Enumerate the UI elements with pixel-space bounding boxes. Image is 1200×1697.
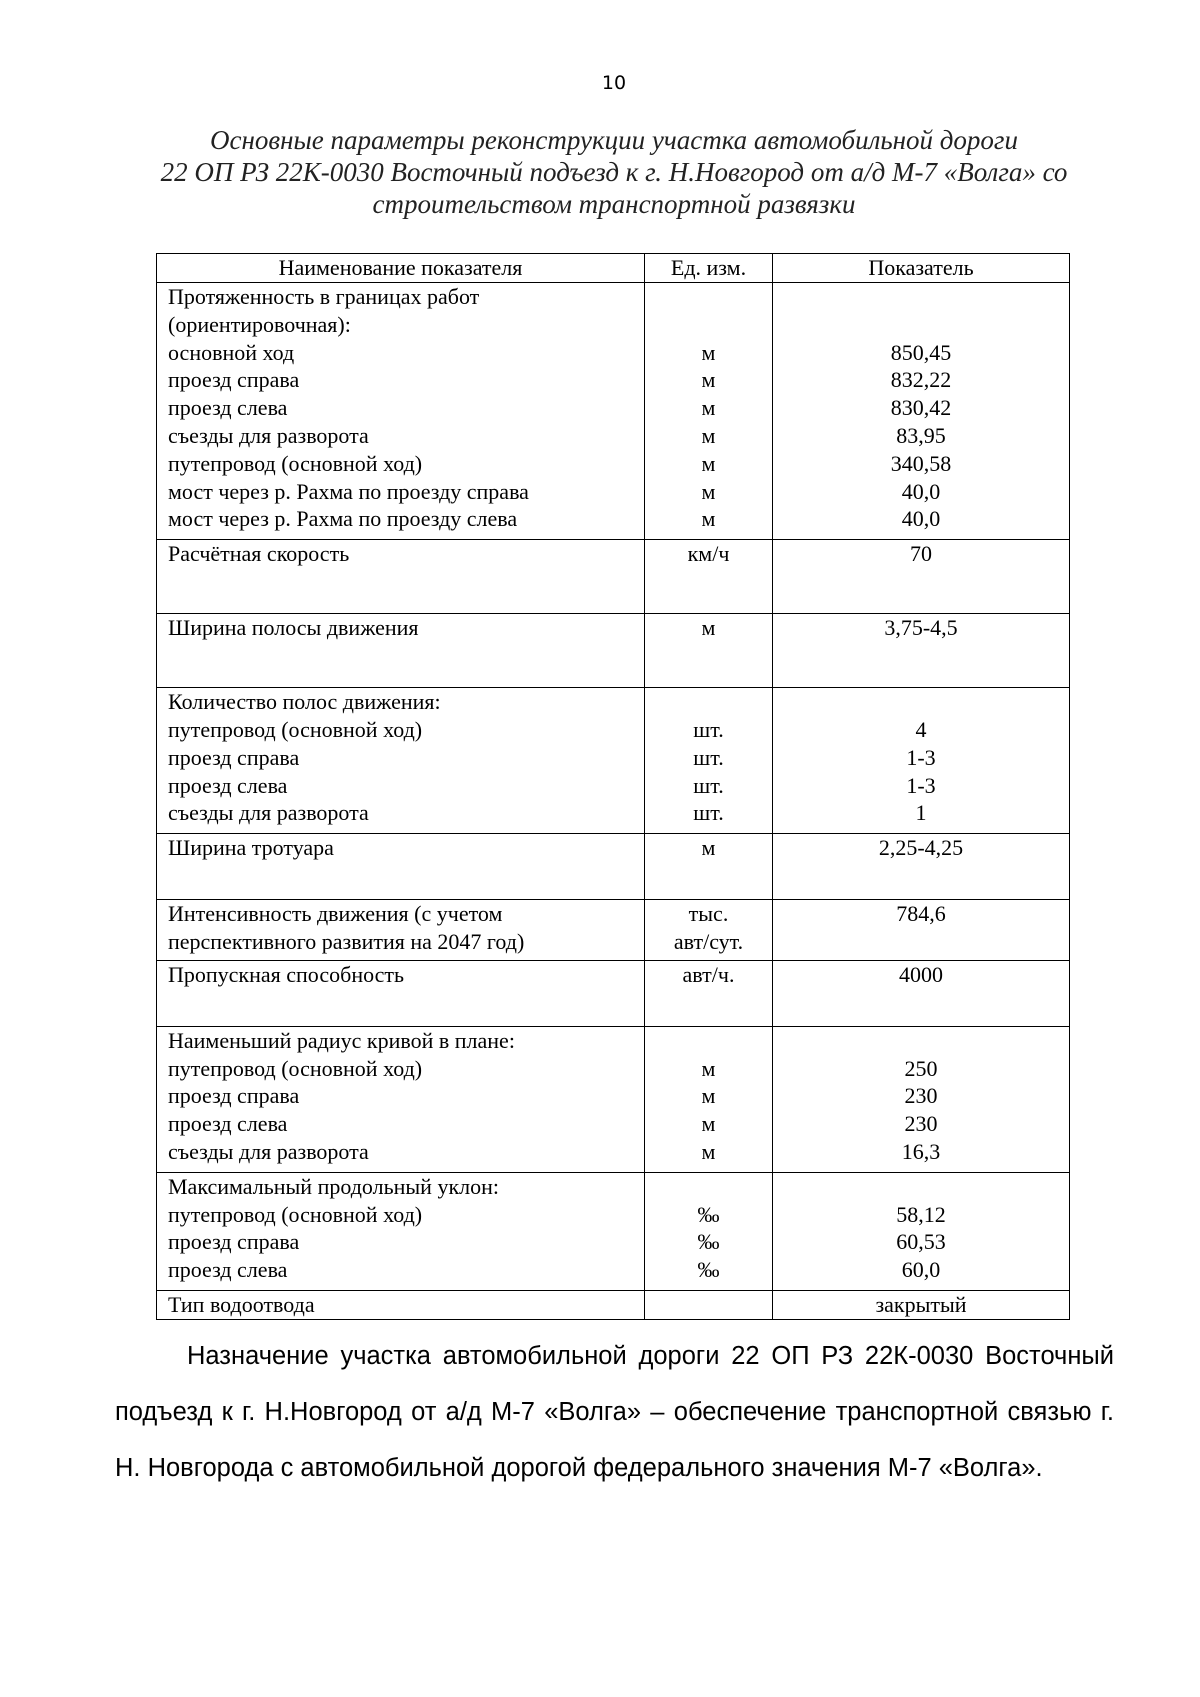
value-cell — [773, 1290, 1070, 1319]
unit-label: авт/ч. — [682, 961, 735, 987]
parameter-value: 60,53 — [896, 1229, 946, 1255]
unit-label: ‰ — [697, 1257, 720, 1283]
parameter-value: 40,0 — [901, 506, 941, 532]
unit-label: ‰ — [697, 1201, 720, 1227]
value-cell — [773, 900, 1070, 961]
unit-label: м — [701, 615, 716, 641]
parameter-value: 830,42 — [890, 395, 952, 421]
table-header-row — [157, 254, 1070, 283]
unit-cell — [645, 1290, 773, 1319]
parameter-name: проезд слева — [168, 395, 288, 421]
unit-label: м — [701, 835, 716, 861]
parameter-value: 832,22 — [890, 367, 952, 393]
parameter-name: Ширина полосы движения — [168, 615, 419, 641]
parameter-name-cell — [157, 834, 645, 900]
unit-cell — [645, 688, 773, 834]
unit-label: тыс. — [688, 901, 729, 927]
parameter-value: 60,0 — [901, 1257, 941, 1283]
parameter-name-cell — [157, 1290, 645, 1319]
parameter-value: 1-3 — [906, 744, 936, 770]
unit-label: шт. — [693, 716, 724, 742]
parameter-name: путепровод (основной ход) — [168, 716, 423, 742]
parameter-value: 2,25-4,25 — [878, 835, 964, 861]
parameter-value: 40,0 — [901, 478, 941, 504]
parameter-value — [773, 311, 1069, 339]
parameter-value — [773, 1027, 1069, 1055]
unit-label: км/ч — [687, 541, 730, 567]
parameter-value: закрытый — [875, 1291, 967, 1317]
unit-cell — [645, 900, 773, 961]
parameter-name: съезды для разворота — [168, 1138, 369, 1164]
header-value: Показатель — [773, 254, 1070, 283]
parameter-value: 70 — [910, 541, 932, 567]
unit-cell — [645, 283, 773, 540]
parameter-value: 58,12 — [896, 1201, 946, 1227]
unit-cell — [645, 834, 773, 900]
title-line: Основные параметры реконструкции участка автомобильной дороги — [210, 125, 1018, 155]
parameter-name: съезды для разворота — [168, 800, 369, 826]
parameter-value: 3,75-4,5 — [884, 615, 958, 641]
page-number: 10 — [601, 72, 627, 94]
table-row — [157, 283, 1070, 540]
value-cell — [773, 1026, 1070, 1172]
parameter-value: 340,58 — [890, 450, 952, 476]
unit-cell — [645, 540, 773, 614]
parameter-value: 1 — [915, 800, 927, 826]
unit-label — [645, 311, 772, 339]
unit-label: авт/сут. — [673, 928, 744, 954]
unit-label: м — [701, 1055, 716, 1081]
parameter-name: путепровод (основной ход) — [168, 1055, 423, 1081]
title-line: 22 ОП РЗ 22К-0030 Восточный подъезд к г. Н.Новгород от а/д М-7 «Волга» со — [160, 157, 1068, 187]
parameter-name: проезд слева — [168, 1111, 288, 1137]
unit-cell — [645, 960, 773, 1026]
unit-cell — [645, 614, 773, 688]
unit-label — [645, 283, 772, 311]
unit-label — [645, 1027, 772, 1055]
parameter-name-cell — [157, 900, 645, 961]
unit-cell — [645, 1172, 773, 1290]
parameter-name: проезд справа — [168, 1229, 300, 1255]
parameter-name: проезд слева — [168, 772, 288, 798]
value-cell — [773, 960, 1070, 1026]
parameter-name-cell — [157, 1172, 645, 1290]
parameter-name: Интенсивность движения (с учетом — [168, 901, 503, 927]
table-row — [157, 1026, 1070, 1172]
parameter-value: 850,45 — [890, 339, 952, 365]
table-row — [157, 960, 1070, 1026]
parameter-name-cell — [157, 614, 645, 688]
parameter-name: Пропускная способность — [168, 961, 405, 987]
unit-label — [645, 1173, 772, 1201]
table-row — [157, 614, 1070, 688]
parameter-value: 16,3 — [901, 1138, 941, 1164]
parameter-name: Количество полос движения: — [168, 689, 441, 715]
parameter-name: мост через р. Рахма по проезду слева — [168, 506, 518, 532]
parameter-name: съезды для разворота — [168, 422, 369, 448]
parameter-name: перспективного развития на 2047 год) — [168, 928, 525, 954]
value-cell — [773, 1172, 1070, 1290]
unit-label: ‰ — [697, 1229, 720, 1255]
parameter-name: проезд слева — [168, 1257, 288, 1283]
parameter-value: 4 — [915, 716, 927, 742]
parameter-name: Максимальный продольный уклон: — [168, 1173, 500, 1199]
title-line: строительством транспортной развязки — [372, 189, 856, 219]
parameter-value: 230 — [904, 1083, 938, 1109]
unit-label — [645, 1291, 772, 1319]
unit-label: м — [701, 339, 716, 365]
parameter-value — [773, 1173, 1069, 1201]
header-name: Наименование показателя — [157, 254, 645, 283]
parameter-value — [773, 688, 1069, 716]
parameter-name-cell — [157, 540, 645, 614]
parameter-value — [773, 283, 1069, 311]
parameter-name: путепровод (основной ход) — [168, 1201, 423, 1227]
unit-label: шт. — [693, 772, 724, 798]
parameter-name: Ширина тротуара — [168, 835, 334, 861]
parameter-name: (ориентировочная): — [168, 311, 351, 337]
parameter-name-cell — [157, 283, 645, 540]
unit-label: м — [701, 367, 716, 393]
parameter-name: основной ход — [168, 339, 295, 365]
unit-label: м — [701, 1138, 716, 1164]
value-cell — [773, 540, 1070, 614]
document-title — [120, 124, 1108, 220]
parameter-name-cell — [157, 1026, 645, 1172]
parameter-name: проезд справа — [168, 744, 300, 770]
parameters-table — [156, 253, 1070, 1320]
unit-label: м — [701, 450, 716, 476]
unit-label: м — [701, 478, 716, 504]
unit-label: м — [701, 422, 716, 448]
unit-label: м — [701, 506, 716, 532]
parameter-name: Наименьший радиус кривой в плане: — [168, 1027, 515, 1053]
parameter-name: мост через р. Рахма по проезду справа — [168, 478, 529, 504]
parameter-name-cell — [157, 960, 645, 1026]
header-unit: Ед. изм. — [645, 254, 773, 283]
parameter-value: 784,6 — [896, 901, 946, 927]
unit-label: м — [701, 1111, 716, 1137]
table-row — [157, 900, 1070, 961]
parameter-value: 83,95 — [896, 422, 946, 448]
parameter-name-cell — [157, 688, 645, 834]
parameter-name: проезд справа — [168, 1083, 300, 1109]
value-cell — [773, 614, 1070, 688]
body-paragraph — [115, 1328, 1114, 1496]
unit-label — [645, 688, 772, 716]
parameter-value: 250 — [904, 1055, 938, 1081]
table-row — [157, 1172, 1070, 1290]
unit-cell — [645, 1026, 773, 1172]
table-row — [157, 1290, 1070, 1319]
parameter-value: 4000 — [899, 961, 943, 987]
parameter-name: Протяженность в границах работ — [168, 284, 480, 309]
unit-label: шт. — [693, 744, 724, 770]
parameter-name: путепровод (основной ход) — [168, 450, 423, 476]
table-row — [157, 688, 1070, 834]
table-row — [157, 540, 1070, 614]
parameter-name: Тип водоотвода — [168, 1291, 315, 1317]
parameter-name: проезд справа — [168, 367, 300, 393]
value-cell — [773, 834, 1070, 900]
parameter-name: Расчётная скорость — [168, 541, 350, 567]
parameter-value: 1-3 — [906, 772, 936, 798]
paragraph-text: Назначение участка автомобильной дороги 22 ОП РЗ 22К-0030 Восточный подъезд к г. Н.Новгород от а/д М-7 «Волга» – обеспечение транспортной связью г. Н. Новгорода с автомобильной дорогой федерального значения М-7 «Волга». — [115, 1342, 1114, 1482]
unit-label: шт. — [693, 800, 724, 826]
unit-label: м — [701, 395, 716, 421]
parameter-value: 230 — [904, 1111, 938, 1137]
value-cell — [773, 283, 1070, 540]
value-cell — [773, 688, 1070, 834]
unit-label: м — [701, 1083, 716, 1109]
table-row — [157, 834, 1070, 900]
